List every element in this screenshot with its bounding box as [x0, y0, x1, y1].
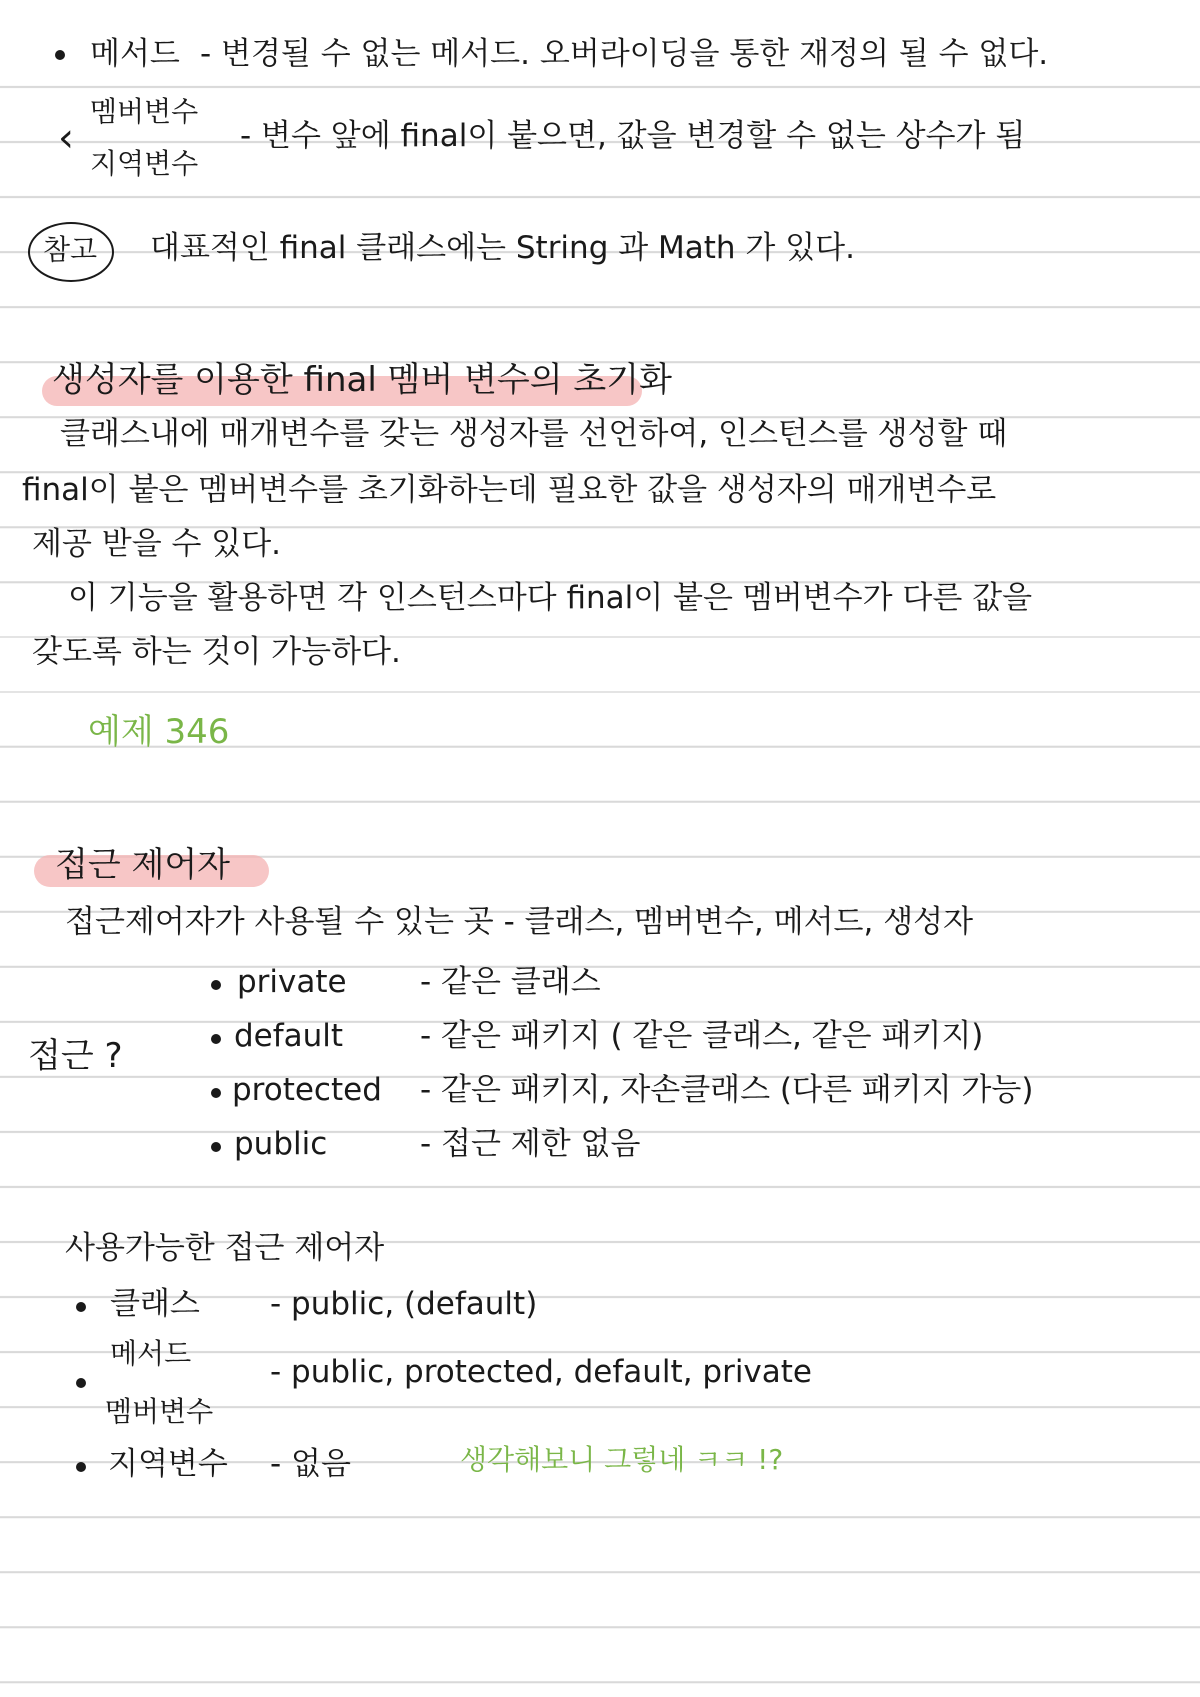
constructor-title: 생성자를 이용한 final 멤버 변수의 초기화: [52, 360, 672, 400]
modifier-public-name: public: [234, 1126, 328, 1162]
var-desc: - 변수 앞에 final이 붙으면, 값을 변경할 수 없는 상수가 됨: [240, 118, 1026, 154]
constructor-line1: 클래스내에 매개변수를 갖는 생성자를 선언하여, 인스턴스를 생성할 때: [60, 416, 1008, 452]
usable-method-member-desc: - public, protected, default, private: [270, 1354, 813, 1390]
constructor-line4: 이 기능을 활용하면 각 인스턴스마다 final이 붙은 멤버변수가 다른 값을: [68, 580, 1033, 616]
modifier-default-desc: - 같은 패키지 ( 같은 클래스, 같은 패키지): [420, 1018, 984, 1054]
bullet-local: [76, 1462, 86, 1472]
modifier-private-name: private: [237, 964, 347, 1000]
left-bracket: ‹: [58, 115, 74, 161]
constructor-line2: final이 붙은 멤버변수를 초기화하는데 필요한 값을 생성자의 매개변수로: [22, 472, 997, 508]
member-var-label: 멤버변수: [90, 95, 199, 128]
bullet-public: [211, 1142, 221, 1152]
bullet-default: [211, 1034, 221, 1044]
bullet-private: [211, 980, 221, 990]
bullet-method: [55, 50, 65, 60]
local-var-label: 지역변수: [90, 147, 199, 180]
note-text: 대표적인 final 클래스에는 String 과 Math 가 있다.: [150, 230, 855, 266]
example-ref: 예제 346: [88, 712, 230, 752]
usable-places: 접근제어자가 사용될 수 있는 곳 - 클래스, 멤버변수, 메서드, 생성자: [65, 904, 974, 940]
usable-member-label: 멤버변수: [105, 1395, 214, 1428]
access-title: 접근 제어자: [55, 845, 231, 885]
usable-class-label: 클래스: [110, 1286, 200, 1322]
method-label: 메서드: [90, 36, 180, 72]
bullet-class: [76, 1302, 86, 1312]
modifier-protected-name: protected: [232, 1072, 382, 1108]
bullet-protected: [211, 1088, 221, 1098]
usable-comment: 생각해보니 그렇네 ㅋㅋ !?: [460, 1443, 784, 1476]
modifier-public-desc: - 접근 제한 없음: [420, 1126, 641, 1162]
constructor-line5: 갖도록 하는 것이 가능하다.: [32, 634, 401, 670]
usable-method-label: 메서드: [110, 1337, 192, 1370]
modifier-private-desc: - 같은 클래스: [420, 964, 601, 1000]
constructor-line3: 제공 받을 수 있다.: [32, 526, 282, 562]
method-desc: - 변경될 수 없는 메서드. 오버라이딩을 통한 재정의 될 수 없다.: [200, 36, 1049, 72]
bullet-method-member: [76, 1378, 86, 1388]
usable-class-desc: - public, (default): [270, 1286, 538, 1322]
access-side-label: 접근 ?: [28, 1036, 123, 1076]
modifier-protected-desc: - 같은 패키지, 자손클래스 (다른 패키지 가능): [420, 1072, 1034, 1108]
note-label: 참고: [43, 233, 98, 266]
modifier-default-name: default: [234, 1018, 344, 1054]
usable-local-label: 지역변수: [108, 1446, 228, 1482]
usable-title: 사용가능한 접근 제어자: [65, 1230, 385, 1266]
usable-local-desc: - 없음: [270, 1446, 351, 1482]
